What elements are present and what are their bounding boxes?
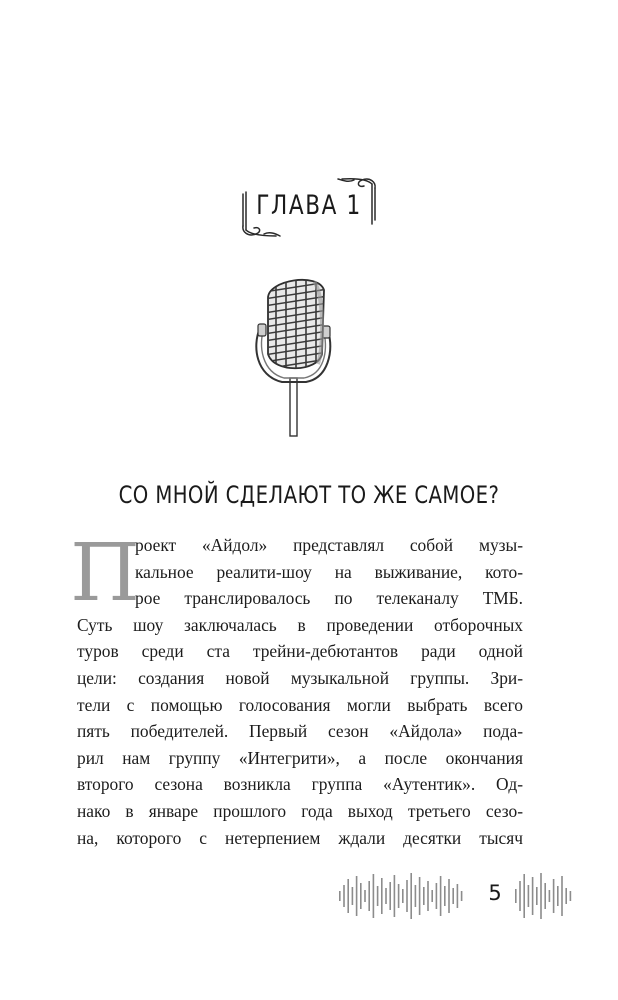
text-line: второго сезона возникла группа «Аутентик». Од-	[77, 774, 523, 795]
wave-bar	[519, 881, 521, 911]
wave-bar	[402, 889, 404, 903]
text-line: тели с помощью голосования могли выбрать всего	[77, 694, 523, 715]
wave-bar	[398, 884, 400, 908]
wave-bar	[377, 886, 379, 906]
wave-bar	[515, 889, 517, 903]
wave-bar	[436, 883, 438, 909]
wave-bar	[570, 891, 572, 901]
text-line: рое транслировалось по телеканалу ТМБ.	[135, 588, 523, 609]
text-line: Суть шоу заключалась в проведении отборочных	[77, 614, 523, 635]
text-line: рил нам группу «Интегрити», а после окончания	[77, 747, 523, 768]
wave-bar	[394, 875, 396, 917]
wave-bar	[419, 877, 421, 915]
wave-bar	[427, 881, 429, 911]
wave-bar	[381, 878, 383, 914]
wave-bar	[540, 873, 542, 919]
wave-bar	[448, 879, 450, 913]
wave-bar	[532, 877, 534, 915]
chapter-title: ГЛАВА 1	[256, 190, 362, 221]
wave-bar	[452, 888, 454, 904]
wave-bar	[553, 879, 555, 913]
wave-bar	[415, 885, 417, 907]
wave-bar	[352, 887, 354, 905]
text-line: цели: создания новой музыкальной группы. Зри-	[77, 667, 523, 688]
wave-bar	[343, 885, 345, 907]
chapter-heading	[0, 176, 618, 240]
wave-bar	[523, 874, 525, 918]
page-number: 5	[488, 881, 502, 905]
wave-bar	[373, 874, 375, 918]
sound-wave-right-icon	[513, 872, 573, 920]
wave-bar	[444, 886, 446, 906]
text-line: роект «Айдол» представлял собой музы-	[135, 535, 523, 555]
wave-bar	[528, 885, 530, 907]
wave-bar	[368, 881, 370, 911]
wave-bar	[440, 876, 442, 916]
wave-bar	[431, 890, 433, 902]
wave-bar	[339, 891, 341, 901]
text-line: нако в январе прошлого года выход третьего сезо-	[77, 800, 523, 821]
wave-bar	[389, 882, 391, 910]
wave-bar	[347, 879, 349, 913]
chapter-frame	[236, 176, 382, 240]
sound-wave-left-icon	[337, 872, 465, 920]
chapter-subtitle: СО МНОЙ СДЕЛАЮТ ТО ЖЕ САМОЕ?	[118, 481, 500, 509]
wave-bar	[457, 884, 459, 908]
wave-bar	[410, 873, 412, 919]
wave-bar	[364, 890, 366, 902]
text-line: на, которого с нетерпением ждали десятки тысяч	[77, 827, 523, 848]
wave-bar	[549, 890, 551, 902]
wave-bar	[406, 880, 408, 912]
text-line: туров среди ста трейни-дебютантов ради одной	[77, 641, 523, 662]
text-line: пять победителей. Первый сезон «Айдола» пода-	[77, 721, 523, 742]
wave-bar	[561, 876, 563, 916]
body-text	[77, 532, 523, 851]
wave-bar	[423, 887, 425, 905]
wave-bar	[385, 888, 387, 904]
wave-bar	[557, 886, 559, 906]
wave-bar	[536, 887, 538, 905]
drop-cap-letter: П	[70, 526, 140, 619]
wave-bar	[356, 876, 358, 916]
microphone-icon	[238, 268, 348, 438]
wave-bar	[461, 891, 463, 901]
wave-bar	[544, 883, 546, 909]
page-footer	[337, 872, 557, 920]
wave-bar	[565, 888, 567, 904]
text-line: кальное реалити-шоу на выживание, кото-	[135, 561, 523, 582]
wave-bar	[360, 883, 362, 909]
